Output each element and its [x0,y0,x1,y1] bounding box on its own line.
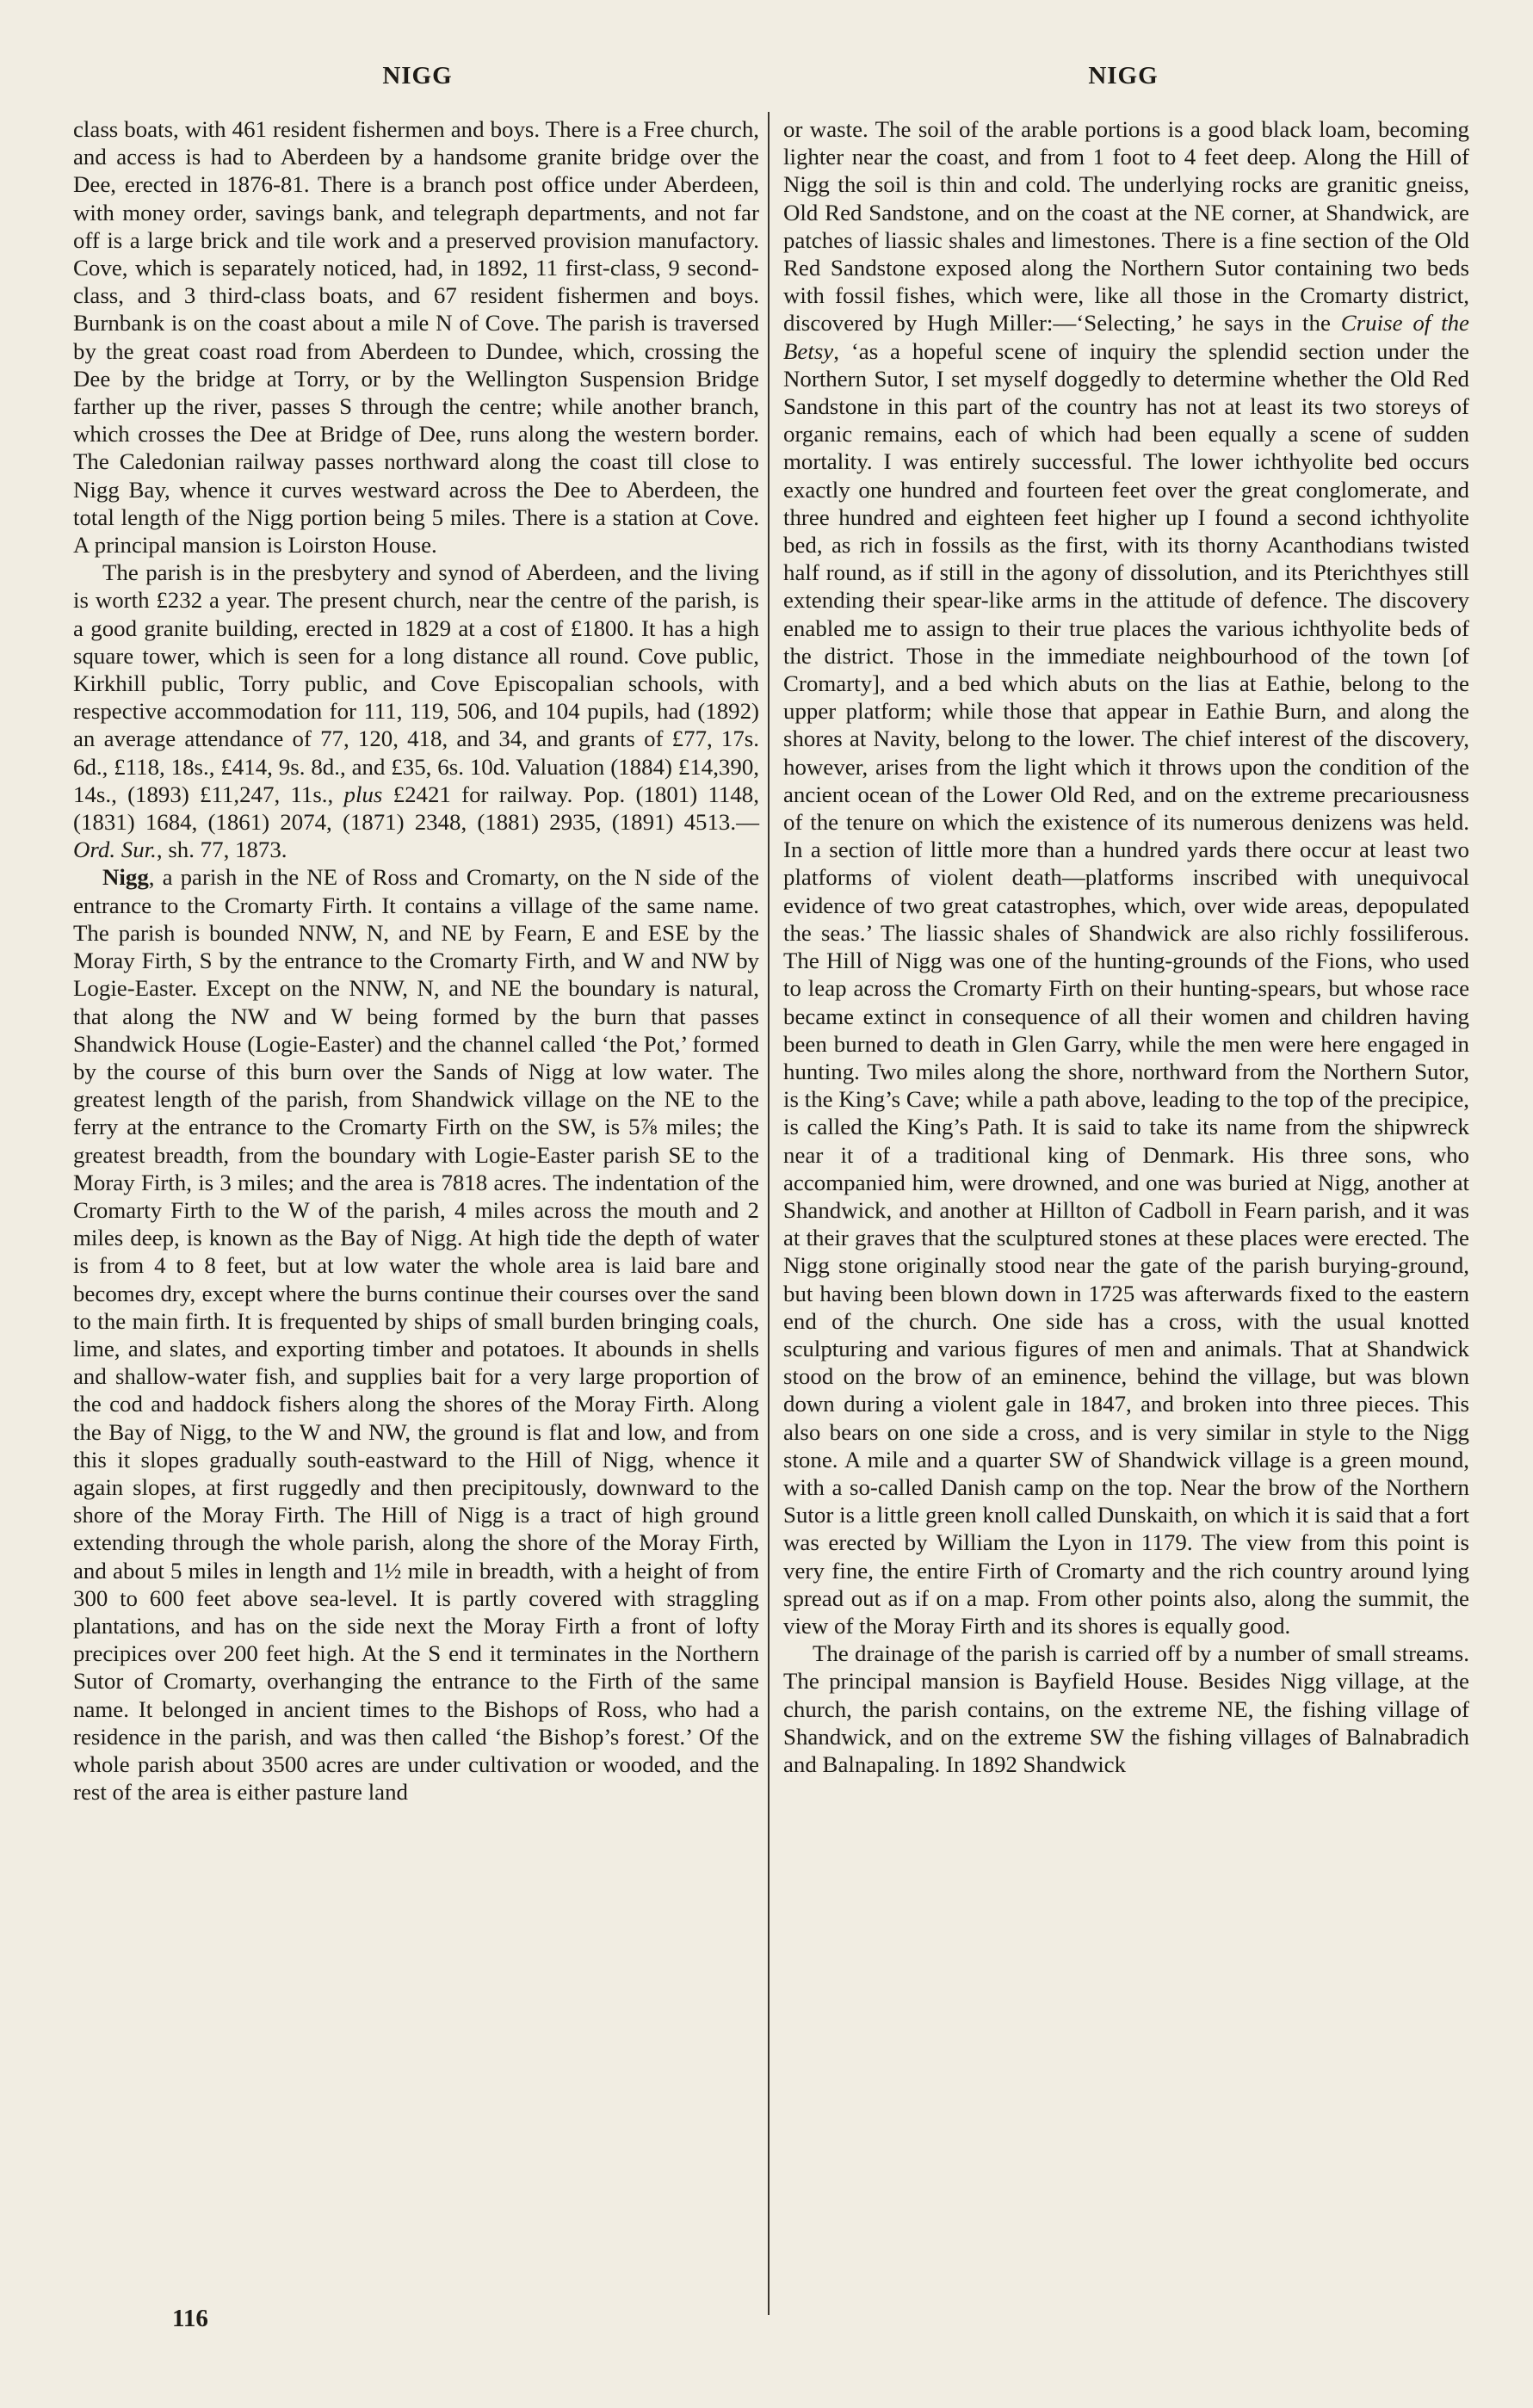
paragraph-presbytery [73,559,759,863]
column-divider [768,112,770,2315]
paragraph-text: , a parish in the NE of Ross and Cromarty, on the N side of the entrance to the Cromarty Firth. It contains a village of the same name. The parish is bounded NNW, N, and NE by Fearn, E and ESE by the Moray Firth, S by the entrance to the Cromarty Firth, and W and NW by Logie-Easter. Except on the NNW, N, and NE the boundary is natural, that along the NW and W being formed by the burn that passes Shandwick House (Logie-Easter) and the channel called ‘the Pot,’ formed by the course of this burn over the Sands of Nigg at low water. The greatest length of the parish, from Shandwick village on the NE to the ferry at the entrance to the Cromarty Firth on the SW, is 5⅞ miles; the greatest breadth, from the boundary with Logie-Easter parish SE to the Moray Firth, is 3 miles; and the area is 7818 acres. The indentation of the Cromarty Firth to the W of the parish, 4 miles across the mouth and 2 miles deep, is known as the Bay of Nigg. At high tide the depth of water is from 4 to 8 feet, but at low water the whole area is laid bare and becomes dry, except where the burns continue their courses over the sand to the main firth. It is frequented by ships of small burden bringing coals, lime, and slates, and exporting timber and potatoes. It abounds in shells and shallow-water fish, and supplies bait for a very large proportion of the cod and haddock fishers along the shores of the Moray Firth. Along the Bay of Nigg, to the W and NW, the ground is flat and low, and from this it slopes gradually south-eastward to the Hill of Nigg, whence it again slopes, at first ruggedly and then precipitously, downward to the shore of the Moray Firth. The Hill of Nigg is a tract of high ground extending through the whole parish, along the shore of the Moray Firth, and about 5 miles in length and 1½ mile in breadth, with a height of from 300 to 600 feet above sea-level. It is partly covered with straggling plantations, and has on the side next the Moray Firth a front of lofty precipices over 200 feet high. At the S end it terminates in the Northern Sutor of Cromarty, overhanging the entrance to the Firth of the same name. It belonged in ancient times to the Bishops of Ross, who had a residence in the parish, and was then called ‘the Bishop’s forest.’ Of the whole parish about 3500 acres are under cultivation or wooded, and the rest of the area is either pasture land [73,864,759,1806]
paragraph-drainage: The drainage of the parish is carried off by a number of small streams. The principal mansion is Bayfield House. Besides Nigg village, at the church, the parish contains, on the extreme NE, the fishing village of Shandwick, and on the extreme SW the fishing villages of Balnabradich and Balnapaling. In 1892 Shandwick [783,1640,1469,1777]
italic-cruise-title: Cruise of the Betsy [783,310,1469,364]
left-column [73,115,759,1806]
right-column [783,115,1469,1778]
running-head-right: NIGG [1088,62,1159,90]
paragraph-text: , sh. 77, 1873. [156,837,287,863]
paragraph-geology [783,115,1469,1639]
page-number: 116 [172,2305,208,2332]
paragraph-text: , ‘as a hopeful scene of inquiry the splendid section under the Northern Sutor, I set myself doggedly to determine whether the Old Red Sandstone in this part of the country has not at least its two storeys of organic remains, each of which had been equally a scene of sudden mortality. I was entirely successful. The lower ichthyolite bed occurs exactly one hundred and fourteen feet over the great conglomerate, and three hundred and eighteen feet higher up I found a second ichthyolite bed, as rich in fossils as the first, with its thorny Acanthodians twisted half round, as if still in the agony of dissolution, and its Pterichthyes still extending their spear-like arms in the attitude of defence. The discovery enabled me to assign to their true places the various ichthyolite beds of the district. Those in the immediate neighbourhood of the town [of Cromarty], and a bed which abuts on the lias at Eathie, belong to the upper platform; while those that appear in Eathie Burn, and along the shores at Navity, belong to the lower. The chief interest of the discovery, however, arises from the light which it throws upon the condition of the ancient ocean of the Lower Old Red, and on the extreme precariousness of the tenure on which the existence of its numerous denizens was held. In a section of little more than a hundred yards there occur at least two platforms of violent death—platforms inscribed with unequivocal evidence of two great catastrophes, which, over wide areas, depopulated the seas.’ The liassic shales of Shandwick are also richly fossiliferous. The Hill of Nigg was one of the hunting-grounds of the Fions, who used to leap across the Cromarty Firth on their hunting-spears, but whose race became extinct in consequence of all their women and children having been burned to death in Glen Garry, while the men were here engaged in hunting. Two miles along the shore, northward from the Northern Sutor, is the King’s Cave; while a path above, leading to the top of the precipice, is called the King’s Path. It is said to take its name from the shipwreck near it of a traditional king of Denmark. His three sons, who accompanied him, were drowned, and one was buried at Nigg, another at Shandwick, and another at Hillton of Cadboll in Fearn parish, and it was at their graves that the sculptured stones at these places were erected. The Nigg stone originally stood near the gate of the parish burying-ground, but having been blown down in 1725 was afterwards fixed to the eastern end of the church. One side has a cross, with the usual knotted sculpturing and various figures of men and animals. That at Shandwick stood on the brow of an eminence, behind the village, but was blown down during a violent gale in 1847, and broken into three pieces. This also bears on one side a cross, and is very similar in style to the Nigg stone. A mile and a quarter SW of Shandwick village is a green mound, with a so-called Danish camp on the top. Near the brow of the Northern Sutor is a little green knoll called Dunskaith, on which it is said that a fort was erected by William the Lyon in 1179. The view from this point is very fine, the entire Firth of Cromarty and the rich country around lying spread out as if on a map. From other points also, along the summit, the view of the Moray Firth and its shores is equally good. [783,337,1469,1639]
italic-plus: plus [343,781,383,807]
paragraph-nigg-ross [73,863,759,1806]
paragraph-text: or waste. The soil of the arable portions is a good black loam, becoming lighter near the coast, and from 1 foot to 4 feet deep. Along the Hill of Nigg the soil is thin and cold. The underlying rocks are granitic gneiss, Old Red Sandstone, and on the coast at the NE corner, at Shandwick, are patches of liassic shales and limestones. There is a fine section of the Old Red Sandstone exposed along the Northern Sutor containing two beds with fossil fishes, which were, like all those in the Cromarty district, discovered by Hugh Miller:—‘Selecting,’ he says in the [783,116,1469,337]
paragraph-continued: class boats, with 461 resident fishermen and boys. There is a Free church, and access is had to Aberdeen by a handsome granite bridge over the Dee, erected in 1876-81. There is a branch post office under Aberdeen, with money order, savings bank, and telegraph departments, and not far off is a large brick and tile work and a preserved provision manufactory. Cove, which is separately noticed, had, in 1892, 11 first-class, 9 second-class, and 3 third-class boats, and 67 resident fishermen and boys. Burnbank is on the coast about a mile N of Cove. The parish is traversed by the great coast road from Aberdeen to Dundee, which, crossing the Dee by the bridge at Torry, or by the Wellington Suspension Bridge farther up the river, passes S through the centre; while another branch, which crosses the Dee at Bridge of Dee, runs along the western border. The Caledonian railway passes northward along the coast till close to Nigg Bay, whence it curves westward across the Dee to Aberdeen, the total length of the Nigg portion being 5 miles. There is a station at Cove. A principal mansion is Loirston House. [73,116,759,559]
paragraph-text: £2421 for railway. Pop. (1801) 1148, (1831) 1684, (1861) 2074, (1871) 2348, (1881) 2935, (1891) 4513.— [73,781,759,836]
running-head-left: NIGG [382,62,453,90]
entry-headword: Nigg [102,864,149,891]
italic-ord-sur: Ord. Sur. [73,837,157,863]
paragraph-text: The parish is in the presbytery and synod of Aberdeen, and the living is worth £232 a year. The present church, near the centre of the parish, is a good granite building, erected in 1829 at a cost of £1800. It has a high square tower, which is seen for a long distance all round. Cove public, Kirkhill public, Torry public, and Cove Episcopalian schools, with respective accommodation for 111, 119, 506, and 104 pupils, had (1892) an average attendance of 77, 120, 418, and 34, and grants of £77, 17s. 6d., £118, 18s., £414, 9s. 8d., and £35, 6s. 10d. Valuation (1884) £14,390, 14s., (1893) £11,247, 11s., [73,559,759,807]
